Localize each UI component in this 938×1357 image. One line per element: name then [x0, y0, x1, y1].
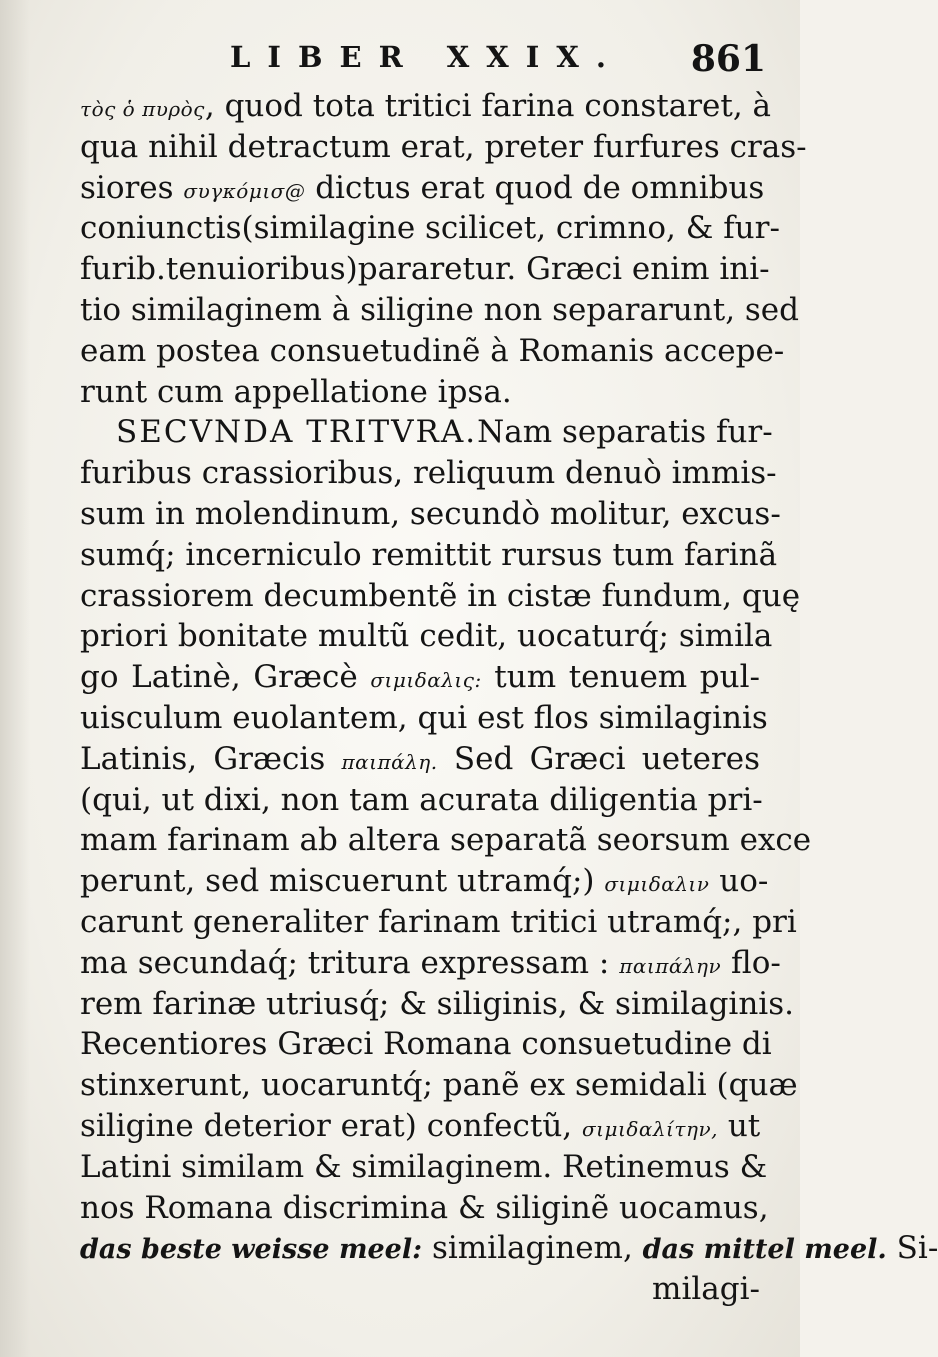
greek-word: παιπάλην	[619, 953, 722, 978]
text-run: Nam separatis fur-	[477, 414, 773, 451]
text-run: Latini similam & similaginem. Retinemus &	[80, 1148, 768, 1185]
text-run: siligine deterior erat) confectũ,	[80, 1107, 582, 1144]
text-run: Si-	[886, 1230, 938, 1267]
text-run: Sed Græci ueteres	[437, 740, 760, 777]
text-line	[80, 1024, 772, 1065]
text-run: rem farinæ utriusq́; & siliginis, & similaginis.	[80, 985, 794, 1022]
text-line	[80, 331, 785, 372]
text-run: siores	[80, 169, 184, 206]
text-line	[80, 1106, 760, 1147]
text-line	[80, 1228, 938, 1269]
text-run: similaginem,	[422, 1230, 643, 1267]
text-run: go Latinè, Græcè	[80, 659, 371, 696]
text-run: furib.tenuioribus)pararetur. Græci enim ini-	[80, 251, 770, 288]
text-run: flo-	[721, 944, 781, 981]
german-gloss: das mittel meel.	[642, 1234, 887, 1266]
text-run: ut	[717, 1107, 761, 1144]
text-line	[80, 861, 769, 902]
text-run: Recentiores Græci Romana consuetudine di	[80, 1026, 772, 1063]
text-run: uo-	[709, 863, 769, 900]
text-line	[80, 168, 765, 209]
text-run: carunt generaliter farinam tritici utramq́;, pri	[80, 903, 797, 940]
running-title: LIBER XXIX.	[230, 40, 623, 74]
text-run: nos Romana discrimina & siliginẽ uocamus,	[80, 1189, 769, 1226]
text-run: tum tenuem pul-	[481, 659, 760, 696]
text-run: sumq́; incerniculo remittit rursus tum farinã	[80, 536, 778, 573]
greek-word: σιμιδαλις:	[370, 668, 482, 693]
greek-word: σιμιδαλίτην,	[582, 1116, 718, 1141]
text-line	[80, 249, 770, 290]
text-run: priori bonitate multũ cedit, uocaturq́; simila	[80, 618, 773, 655]
text-line	[80, 616, 773, 657]
running-head	[80, 40, 770, 90]
text-run: dictus erat quod de omnibus	[305, 169, 765, 206]
text-line	[80, 1269, 760, 1310]
text-run: eam postea consuetudinẽ à Romanis accepe-	[80, 332, 785, 369]
text-line	[80, 412, 773, 453]
text-line	[80, 494, 781, 535]
text-run: Latinis, Græcis	[80, 740, 342, 777]
german-gloss: das beste weisse meel:	[80, 1234, 423, 1266]
text-line	[80, 984, 794, 1025]
greek-word: συγκόμισ@	[183, 178, 306, 203]
text-line	[80, 820, 812, 861]
text-run: qua nihil detractum erat, preter furfures cras-	[80, 128, 807, 165]
text-run: milagi-	[652, 1271, 760, 1308]
greek-word: σιμιδαλιν	[604, 872, 710, 897]
text-run: runt cum appellatione ipsa.	[80, 373, 512, 410]
greek-word: τὸς ὁ πυρὸς	[80, 97, 205, 121]
text-run: perunt, sed miscuerunt utramq́;)	[80, 863, 605, 900]
text-line	[80, 208, 780, 249]
text-line	[80, 1065, 798, 1106]
text-line	[80, 780, 763, 821]
greek-word: παιπάλη.	[341, 749, 438, 774]
text-line	[80, 86, 772, 127]
text-run: crassiorem decumbentẽ in cistæ fundum, quę	[80, 577, 801, 614]
text-line	[80, 576, 801, 617]
body-text	[80, 86, 938, 1310]
text-line	[80, 290, 799, 331]
text-run: , quod tota tritici farina constaret, à	[204, 88, 772, 124]
text-run: mam farinam ab altera separatã seorsum exce	[80, 822, 812, 859]
page-gutter-shadow	[0, 0, 30, 1357]
text-line	[80, 698, 768, 739]
text-run: (qui, ut dixi, non tam acurata diligentia pri-	[80, 781, 763, 818]
text-line	[80, 453, 777, 494]
text-run: coniunctis(similagine scilicet, crimno, & fur-	[80, 210, 780, 247]
text-line	[80, 943, 781, 984]
text-line	[80, 657, 760, 698]
text-run: tio similaginem à siligine non separarunt, sed	[80, 291, 799, 328]
page-number: 861	[690, 38, 766, 80]
text-run: ma secundaq́; tritura expressam :	[80, 944, 620, 981]
text-run: SECVNDA TRITVRA.	[116, 414, 478, 451]
text-run: uisculum euolantem, qui est flos similaginis	[80, 699, 768, 736]
text-run: sum in molendinum, secundò molitur, excus-	[80, 495, 781, 532]
text-line	[80, 535, 778, 576]
text-line	[80, 372, 760, 413]
text-run: stinxerunt, uocaruntq́; panẽ ex semidali (quæ	[80, 1067, 798, 1104]
text-line	[80, 902, 797, 943]
text-line	[80, 1188, 769, 1229]
text-run: furibus crassioribus, reliquum denuò immis-	[80, 455, 777, 492]
text-line	[80, 739, 760, 780]
text-line	[80, 1147, 768, 1188]
text-line	[80, 127, 807, 168]
